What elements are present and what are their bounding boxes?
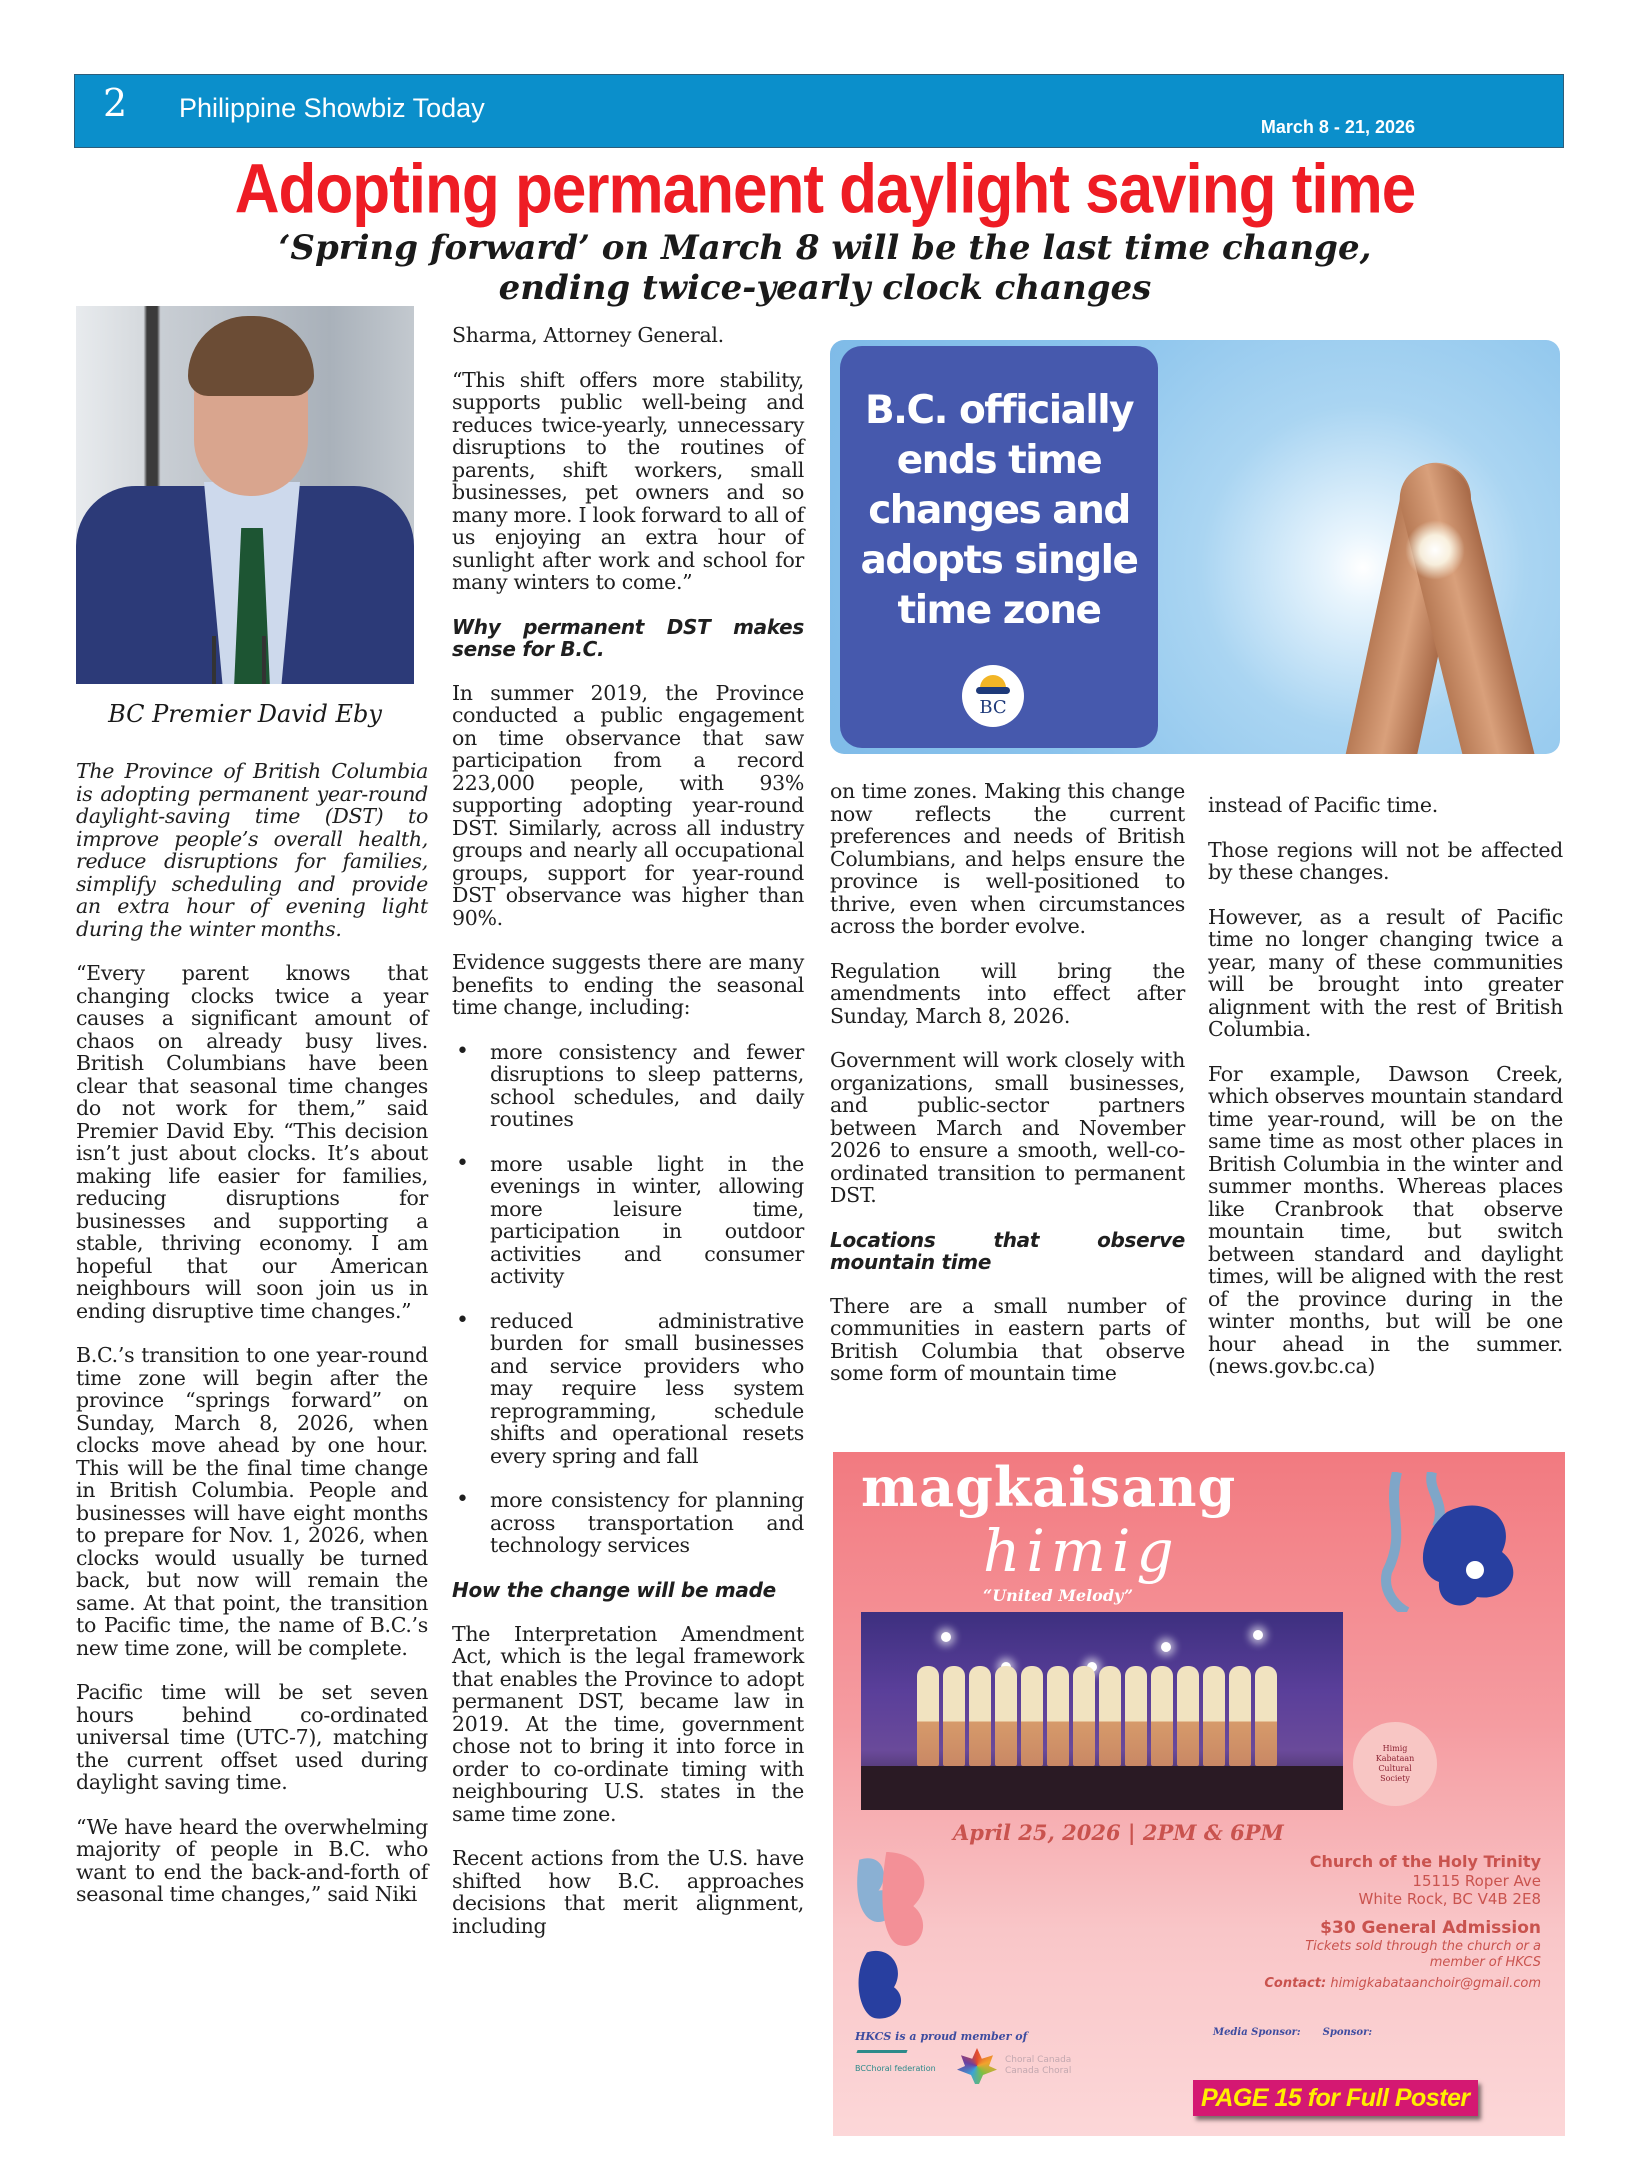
sponsor-labels xyxy=(1213,2026,1372,2040)
hkcs-badge-logo: Himig Kabataan Cultural Society xyxy=(1353,1722,1437,1806)
premier-photo xyxy=(76,306,414,684)
choral-canada-line-1: Choral Canada xyxy=(1005,2055,1072,2065)
paragraph: on time zones. Making this change now reflects the current preferences and needs of British Columbians, and helps ensure the province is well-positioned to thrive, even when circumstances across the border evolve. xyxy=(830,779,1185,938)
subheadline xyxy=(0,228,1650,308)
paragraph: However, as a result of Pacific time no longer changing twice a year, many of these communities will be brought into greater alignment with the rest of British Columbia. xyxy=(1208,904,1563,1041)
paragraph: “We have heard the overwhelming majority of people in B.C. who want to end the back-and-forth of seasonal time changes,” said Niki xyxy=(76,1814,428,1906)
poster-title-line-2: himig xyxy=(983,1517,1180,1585)
subhead-line-2: ending twice-yearly clock changes xyxy=(498,268,1152,308)
choral-canada-line-2: Canada Choral xyxy=(1005,2066,1072,2076)
subhead-line-1: ‘Spring forward’ on March 8 will be the last time change, xyxy=(278,228,1372,268)
contact-label: Contact: xyxy=(1264,1976,1327,1991)
article-column-4 xyxy=(1208,794,1563,1400)
promo-headline: B.C. officially ends time changes and adopts single time zone xyxy=(860,388,1138,633)
singer-figure xyxy=(1073,1666,1095,1766)
admission-price: $30 General Admission xyxy=(1320,1918,1541,1938)
list-item: • more consistency and fewer disruptions to sleep patterns, school schedules, and daily routines xyxy=(452,1041,804,1131)
paragraph: Pacific time will be set seven hours behind co-ordinated universal time (UTC-7), matching the current offset used during daylight saving time. xyxy=(76,1680,428,1794)
paragraph: For example, Dawson Creek, which observes mountain standard time year-round, will be on the same time as most other places in British Columbia in the winter and summer months. Whereas places like Cranbrook that observe mountain time, but switch between standard and daylight times, will be aligned with the rest of the province during in the winter months, but will be one hour ahead in the summer. (news.gov.bc.ca) xyxy=(1208,1061,1563,1378)
full-poster-page-link[interactable]: PAGE 15 for Full Poster xyxy=(1193,2080,1478,2116)
contact-info xyxy=(1264,1976,1541,1992)
paragraph: “Every parent knows that changing clocks twice a year causes a significant amount of chaos on already busy lives. British Columbians have been clear that seasonal time changes do not work for them,” said Premier David Eby. “This decision isn’t just about clocks. It’s about making life easier for families, reducing disruptions for businesses and supporting a stable, thriving economy. I am hopeful that our American neighbours will soon join us in ending disruptive time changes.” xyxy=(76,961,428,1323)
poster-tagline: “United Melody” xyxy=(983,1586,1134,1605)
photo-hair xyxy=(188,316,314,396)
bc-government-logo xyxy=(962,665,1024,727)
singer-figure xyxy=(1229,1666,1251,1766)
flower-icon xyxy=(1377,1472,1527,1612)
paragraph: instead of Pacific time. xyxy=(1208,793,1438,817)
singer-figure xyxy=(995,1666,1017,1766)
tickets-line-1: Tickets sold through the church or a xyxy=(1305,1939,1541,1954)
event-date: April 25, 2026 | 2PM & 6PM xyxy=(953,1820,1284,1845)
venue-name: Church of the Holy Trinity xyxy=(1309,1852,1541,1871)
concert-poster-ad[interactable] xyxy=(833,1452,1565,2136)
bc-logo-text: BC xyxy=(979,697,1007,718)
media-sponsor-label: Media Sponsor: xyxy=(1213,2027,1301,2038)
section-heading: Locations that observe mountain time xyxy=(830,1227,1185,1274)
singer-figure xyxy=(1099,1666,1121,1766)
singer-figure xyxy=(1203,1666,1225,1766)
paragraph: In summer 2019, the Province conducted a public engagement on time observance that saw participation from a record 223,000 people, with 93% supporting adopting year-round DST. Similarly, across all industry groups and nearly all occupational groups, support for year-round DST observance was higher than 90%. xyxy=(452,680,804,930)
mountain-icon xyxy=(852,2050,907,2064)
singer-figure xyxy=(1021,1666,1043,1766)
paragraph: Government will work closely with organizations, small businesses, and public-sector partners between March and November 2026 to ensure a smooth, well-co-ordinated transition to permanent DST. xyxy=(830,1048,1185,1207)
paragraph: Regulation will bring the amendments into effect after Sunday, March 8, 2026. xyxy=(830,958,1185,1028)
publication-name: Philippine Showbiz Today xyxy=(179,93,485,123)
article-column-3 xyxy=(830,780,1185,1407)
venue-address-1: 15115 Roper Ave xyxy=(1412,1872,1541,1890)
section-heading: Why permanent DST makes sense for B.C. xyxy=(452,614,804,661)
contact-email[interactable]: himigkabataanchoir@gmail.com xyxy=(1330,1976,1541,1991)
paragraph: Sharma, Attorney General. xyxy=(452,323,724,347)
stage-light-icon xyxy=(941,1632,951,1642)
stage-light-icon xyxy=(1161,1642,1171,1652)
choral-canada-text xyxy=(1005,2055,1071,2077)
choir-photo xyxy=(861,1612,1343,1810)
paragraph: B.C.’s transition to one year-round time zone will begin after the province “springs forward” on Sunday, March 8, 2026, when clocks move ahead by one hour. This will be the final time change in British Columbia. People and businesses will have eight months to prepare for Nov. 1, 2026, when clocks would usually be turned back, but now will remain the same. At that point, the transition to Pacific time, the name of B.C.’s new time zone, will be complete. xyxy=(76,1343,428,1660)
sponsor-label: Sponsor: xyxy=(1322,2027,1373,2038)
photo-caption: BC Premier David Eby xyxy=(108,700,382,728)
singer-figure xyxy=(943,1666,965,1766)
stage xyxy=(861,1766,1343,1810)
singer-figure xyxy=(1047,1666,1069,1766)
page-number: 2 xyxy=(103,81,128,125)
lead-paragraph: The Province of British Columbia is adopting permanent year-round daylight-saving time (DST) to improve people’s overall health, reduce disruptions for families, simplify scheduling and provide an extra hour of evening light during the winter months. xyxy=(76,759,428,941)
singer-figure xyxy=(969,1666,991,1766)
benefits-list xyxy=(452,1041,804,1557)
singer-figure xyxy=(1151,1666,1173,1766)
flower-left-icon xyxy=(849,1852,939,2022)
paragraph: The Interpretation Amendment Act, which is the legal framework that enables the Province to adopt permanent DST, became law in 2019. At the time, government chose not to bring it into force in order to co-ordinate timing with neighbouring U.S. states in the same time zone. xyxy=(452,1621,804,1826)
maple-leaf-icon xyxy=(957,2048,997,2084)
paragraph: “This shift offers more stability, supports public well-being and reduces twice-yearly, unnecessary disruptions to the routines of parents, shift workers, small businesses, pet owners and so many more. I look forward to all of us enjoying an extra hour of sunlight after work and school for many winters to come.” xyxy=(452,367,804,594)
paragraph: Those regions will not be affected by these changes. xyxy=(1208,837,1563,884)
microphone-icon xyxy=(212,636,216,684)
paragraph: There are a small number of communities in eastern parts of British Columbia that observe some form of mountain time xyxy=(830,1293,1185,1385)
paragraph: Evidence suggests there are many benefits to ending the seasonal time change, including: xyxy=(452,950,804,1019)
singer-figure xyxy=(917,1666,939,1766)
singer-figure xyxy=(1255,1666,1277,1766)
choral-canada-logo xyxy=(957,2048,1071,2084)
poster-title-line-1: magkaisang xyxy=(861,1455,1237,1519)
bc-choral-text: BCChoral federation xyxy=(855,2064,936,2073)
list-item: • more usable light in the evenings in winter, allowing more leisure time, participation in outdoor activities and consumer activity xyxy=(452,1153,804,1288)
venue-info xyxy=(1310,1852,1541,1908)
bc-promo-graphic xyxy=(830,340,1560,754)
section-heading: How the change will be made xyxy=(452,1577,776,1602)
issue-date: March 8 - 21, 2026 xyxy=(1260,117,1415,137)
article-column-2 xyxy=(452,324,804,1959)
singer-figure xyxy=(1177,1666,1199,1766)
headline: Adopting permanent daylight saving time xyxy=(234,151,1416,229)
list-item: • reduced administrative burden for small businesses and service providers who may require less system reprogramming, schedule shifts and operational resets every spring and fall xyxy=(452,1310,804,1468)
tickets-line-2: member of HKCS xyxy=(1429,1955,1541,1970)
admission-info xyxy=(1305,1918,1541,1971)
stage-light-icon xyxy=(1253,1630,1263,1640)
singer-figure xyxy=(1125,1666,1147,1766)
venue-address-2: White Rock, BC V4B 2E8 xyxy=(1358,1890,1541,1908)
masthead-bar xyxy=(74,74,1564,148)
bc-choral-federation-logo xyxy=(855,2050,945,2074)
microphone-icon xyxy=(262,636,266,684)
article-column-1 xyxy=(76,760,428,1928)
paragraph: Recent actions from the U.S. have shifted how B.C. approaches decisions that merit alignment, including xyxy=(452,1846,804,1938)
member-of-label: HKCS is a proud member of xyxy=(855,2030,1028,2043)
wave-icon xyxy=(976,687,1010,694)
sun-glow-icon xyxy=(1405,520,1465,580)
list-item: • more consistency for planning across transportation and technology services xyxy=(452,1489,804,1557)
